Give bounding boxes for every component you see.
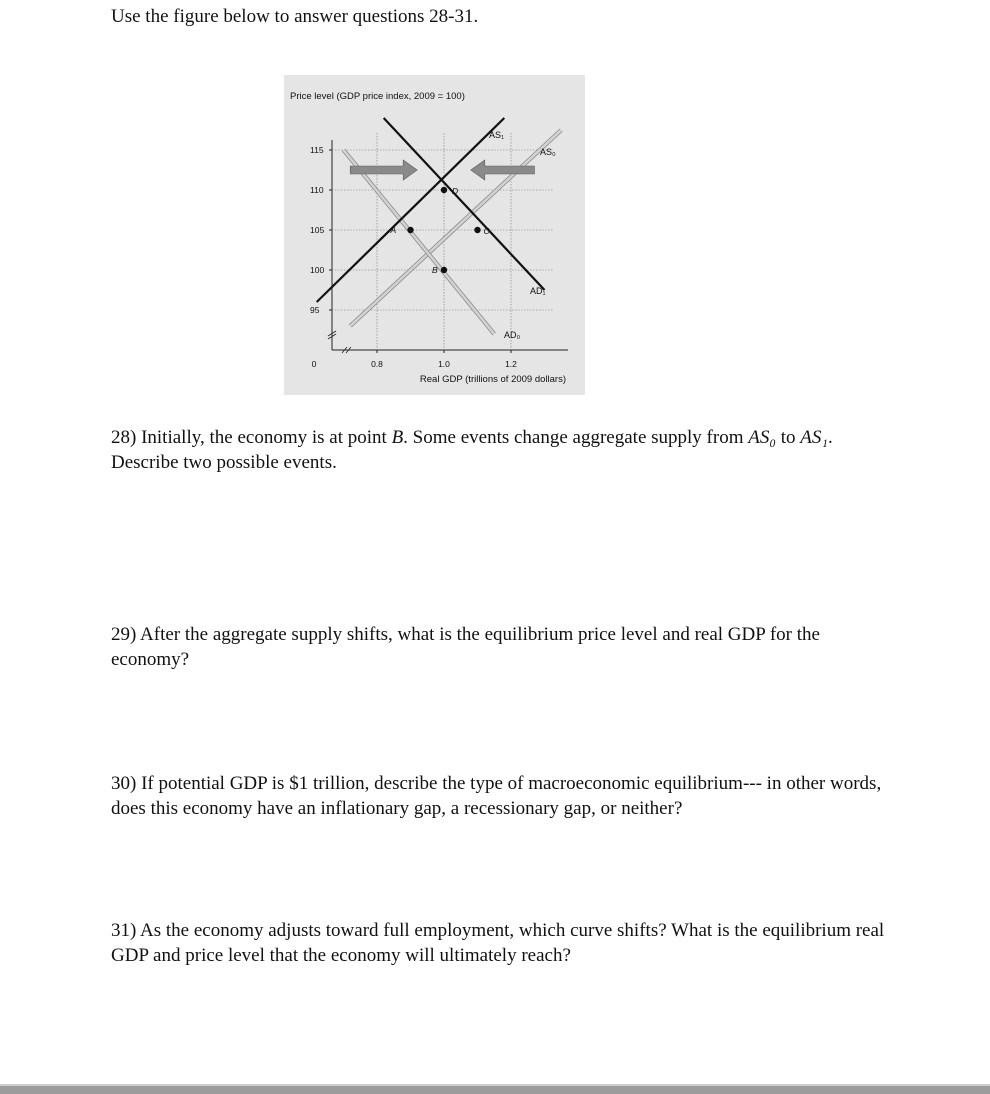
question-31 <box>111 918 901 968</box>
curve-label: AS₁ <box>489 130 505 140</box>
x-tick-label: 0 <box>311 359 317 369</box>
x-axis-label: Real GDP (trillions of 2009 dollars) <box>419 374 566 385</box>
question-number: 28) <box>111 427 137 448</box>
question-text: . Some events change aggregate supply from <box>403 427 749 448</box>
question-text: to <box>775 427 801 448</box>
curve-label: AD₁ <box>530 286 546 296</box>
question-number: 31) <box>111 920 137 941</box>
y-tick-label: 105 <box>310 225 325 235</box>
curve-label: AD₀ <box>504 330 521 340</box>
question-number: 30) <box>111 773 137 794</box>
point-d <box>441 187 447 193</box>
x-tick-label: 1.0 <box>438 359 450 369</box>
shift-arrow-right <box>350 160 417 180</box>
x-tick-label: 1.2 <box>505 359 517 369</box>
y-tick-label: 110 <box>310 185 324 195</box>
question-28 <box>111 425 901 475</box>
question-text: . Describe two possible events. <box>111 427 833 473</box>
point-b <box>441 267 447 273</box>
curve-as <box>350 130 561 326</box>
as-ad-figure <box>284 75 585 395</box>
point-label: D <box>452 186 459 196</box>
as-ad-chart <box>284 75 585 395</box>
question-text: If potential GDP is $1 trillion, describe the type of macroeconomic equilibrium--- in other words, does this economy have an inflationary gap, a recessionary gap, or neither? <box>111 773 882 819</box>
point-a <box>407 227 413 233</box>
curve-ad <box>384 118 545 290</box>
question-text: Initially, the economy is at point <box>141 427 392 448</box>
curve-label: AS₀ <box>540 147 556 157</box>
y-tick-label: 115 <box>310 145 324 155</box>
question-29 <box>111 622 901 672</box>
curve-label: AS₁ <box>800 427 828 448</box>
point-label: B <box>432 265 438 275</box>
y-axis-label: Price level (GDP price index, 2009 = 100) <box>290 91 465 102</box>
point-label: A <box>390 225 397 235</box>
curve-ad <box>344 150 495 334</box>
point-label: B <box>391 427 404 448</box>
curve-label: AS₀ <box>748 427 776 448</box>
point-label: C <box>483 226 490 236</box>
question-text: After the aggregate supply shifts, what is the equilibrium price level and real GDP for the economy? <box>111 624 820 670</box>
scrollbar-track[interactable] <box>0 1086 990 1094</box>
y-tick-label: 100 <box>310 265 325 275</box>
instructions: Use the figure below to answer questions 28-31. <box>111 6 479 27</box>
point-c <box>474 227 480 233</box>
x-tick-label: 0.8 <box>371 359 383 369</box>
question-text: As the economy adjusts toward full employment, which curve shifts? What is the equilibrium real GDP and price level that the economy will ultimately reach? <box>111 920 885 966</box>
y-tick-label: 95 <box>310 305 320 315</box>
question-number: 29) <box>111 624 137 645</box>
question-30 <box>111 771 901 821</box>
